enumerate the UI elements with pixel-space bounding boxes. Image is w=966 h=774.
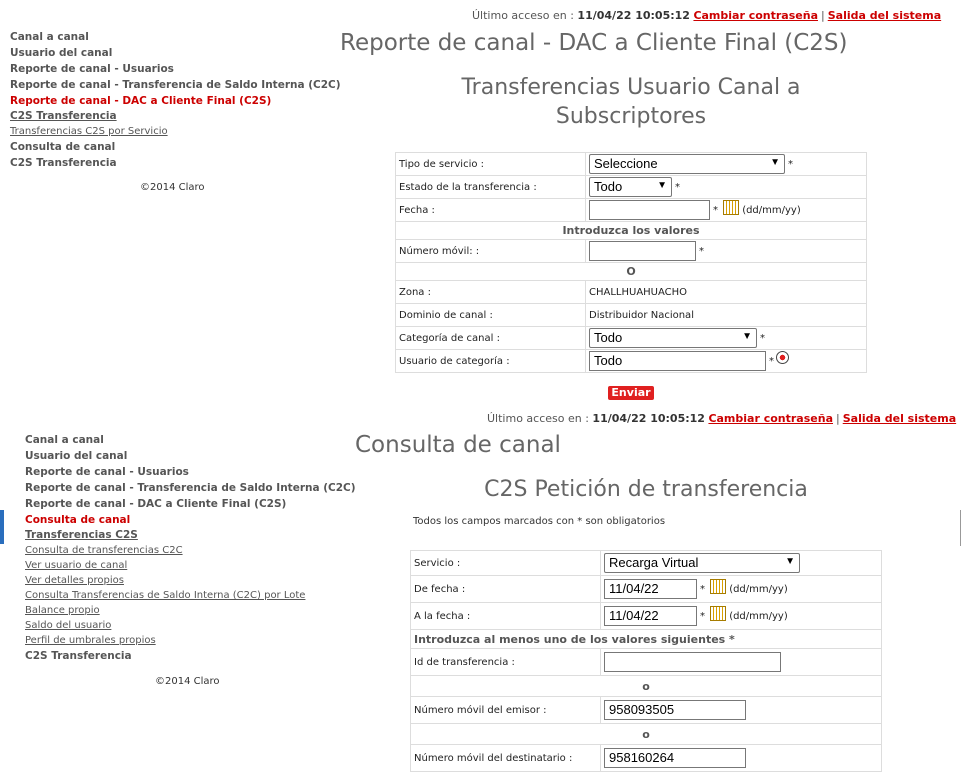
change-password-link[interactable]: Cambiar contraseña — [708, 412, 833, 425]
row-a-fecha — [411, 603, 882, 630]
nav-transferencias-c2s[interactable]: Transferencias C2S — [25, 529, 138, 541]
nav-consulta-transferencias-c2c[interactable]: Consulta de transferencias C2C — [25, 545, 183, 556]
subtitle-line-1: Transferencias Usuario Canal a — [461, 75, 801, 100]
or-separator: o — [411, 676, 882, 697]
last-access-label: Último acceso en : — [472, 9, 574, 22]
id-transferencia-label: Id de transferencia : — [411, 649, 601, 676]
movil-emisor-input[interactable]: 958093505 — [604, 700, 746, 720]
last-access-datetime: 11/04/22 10:05:12 — [592, 412, 705, 425]
row-servicio — [411, 551, 882, 576]
row-movil-emisor — [411, 697, 882, 724]
window-edge-left — [0, 510, 4, 544]
movil-destinatario-label: Número móvil del destinatario : — [411, 745, 601, 772]
required-star: * — [699, 246, 704, 257]
servicio-select[interactable] — [604, 553, 800, 573]
date-format-hint: (dd/mm/yy) — [742, 205, 801, 216]
nav-consulta-lote[interactable]: Consulta Transferencias de Saldo Interna (C2C) por Lote — [25, 590, 306, 601]
a-fecha-label: A la fecha : — [411, 603, 601, 630]
page-subtitle — [396, 73, 866, 131]
row-movil — [396, 240, 867, 263]
nav-transferencias-c2s-servicio[interactable]: Transferencias C2S por Servicio — [10, 126, 168, 137]
subtitle-line-2: Subscriptores — [555, 104, 707, 129]
nav-canal-a-canal[interactable]: Canal a canal — [25, 434, 104, 446]
tipo-servicio-select[interactable] — [589, 154, 785, 174]
zona-label: Zona : — [396, 281, 586, 304]
top-bar — [472, 9, 941, 22]
movil-input[interactable] — [589, 241, 696, 261]
copyright: ©2014 Claro — [140, 182, 205, 193]
nav-perfil-umbrales[interactable]: Perfil de umbrales propios — [25, 635, 156, 646]
nav-usuario-del-canal[interactable]: Usuario del canal — [10, 47, 113, 59]
movil-emisor-label: Número móvil del emisor : — [411, 697, 601, 724]
required-note: Todos los campos marcados con * son obligatorios — [413, 516, 666, 527]
required-star: * — [700, 611, 705, 622]
or-separator: o — [411, 724, 882, 745]
logout-link[interactable]: Salida del sistema — [827, 9, 942, 22]
nav-c2s-transferencia[interactable]: C2S Transferencia — [10, 110, 117, 122]
nav-consulta-de-canal-active[interactable]: Consulta de canal — [25, 514, 131, 526]
calendar-icon[interactable] — [710, 606, 726, 621]
row-usuario-categoria — [396, 350, 867, 373]
page-title-2: Consulta de canal — [355, 432, 561, 458]
nav-usuario-del-canal[interactable]: Usuario del canal — [25, 450, 128, 462]
estado-value: Todo — [594, 179, 623, 194]
usuario-categoria-input[interactable]: Todo — [589, 351, 766, 371]
nav-saldo-del-usuario[interactable]: Saldo del usuario — [25, 620, 112, 631]
chevron-down-icon: ▼ — [657, 180, 667, 191]
usuario-categoria-label: Usuario de categoría : — [396, 350, 586, 373]
or-separator: O — [396, 263, 867, 281]
nav-canal-a-canal[interactable]: Canal a canal — [10, 31, 89, 43]
dominio-value: Distribuidor Nacional — [586, 304, 867, 327]
required-star: * — [788, 159, 793, 170]
required-star: * — [675, 182, 680, 193]
date-format-hint: (dd/mm/yy) — [729, 584, 788, 595]
de-fecha-label: De fecha : — [411, 576, 601, 603]
tipo-servicio-value: Seleccione — [594, 156, 658, 171]
date-format-hint: (dd/mm/yy) — [729, 611, 788, 622]
row-estado — [396, 176, 867, 199]
de-fecha-input[interactable]: 11/04/22 — [604, 579, 697, 599]
nav-reporte-c2s[interactable]: Reporte de canal - DAC a Cliente Final (C2S) — [25, 498, 287, 510]
movil-label: Número móvil: : — [396, 240, 586, 263]
nav-balance-propio[interactable]: Balance propio — [25, 605, 100, 616]
row-de-fecha — [411, 576, 882, 603]
zona-value: CHALLHUAHUACHO — [586, 281, 867, 304]
nav-ver-detalles-propios[interactable]: Ver detalles propios — [25, 575, 124, 586]
nav-reporte-usuarios[interactable]: Reporte de canal - Usuarios — [25, 466, 189, 478]
categoria-value: Todo — [594, 330, 623, 345]
id-transferencia-input[interactable] — [604, 652, 781, 672]
calendar-icon[interactable] — [723, 200, 739, 215]
top-bar-2 — [487, 412, 956, 425]
required-star: * — [760, 333, 765, 344]
a-fecha-input[interactable]: 11/04/22 — [604, 606, 697, 626]
required-star: * — [769, 356, 774, 367]
window-edge-right — [960, 510, 966, 546]
estado-select[interactable] — [589, 177, 672, 197]
row-id-transferencia — [411, 649, 882, 676]
categoria-label: Categoría de canal : — [396, 327, 586, 350]
chevron-down-icon: ▼ — [785, 556, 795, 567]
page-subtitle-2: C2S Petición de transferencia — [484, 477, 808, 502]
categoria-select[interactable] — [589, 328, 757, 348]
copyright-2: ©2014 Claro — [155, 676, 220, 687]
nav-c2s-transferencia-2[interactable]: C2S Transferencia — [10, 157, 117, 169]
section-heading: Introduzca los valores — [396, 222, 867, 240]
calendar-icon[interactable] — [710, 579, 726, 594]
sidebar-nav — [10, 29, 341, 171]
servicio-value: Recarga Virtual — [609, 555, 699, 570]
row-dominio — [396, 304, 867, 327]
chevron-down-icon: ▼ — [742, 331, 752, 342]
required-star: * — [700, 584, 705, 595]
row-categoria — [396, 327, 867, 350]
separator: | — [821, 9, 825, 22]
movil-destinatario-input[interactable]: 958160264 — [604, 748, 746, 768]
nav-c2s-transferencia[interactable]: C2S Transferencia — [25, 650, 132, 662]
dominio-label: Dominio de canal : — [396, 304, 586, 327]
logout-link[interactable]: Salida del sistema — [842, 412, 957, 425]
transfer-query-form — [410, 550, 882, 772]
chevron-down-icon: ▼ — [770, 157, 780, 168]
nav-reporte-c2c[interactable]: Reporte de canal - Transferencia de Saldo Interna (C2C) — [10, 79, 341, 91]
section-heading: Introduzca al menos uno de los valores siguientes * — [411, 630, 882, 649]
required-star: * — [713, 205, 718, 216]
sidebar-nav-2 — [25, 432, 356, 664]
page-title: Reporte de canal - DAC a Cliente Final (C2S) — [340, 30, 848, 56]
row-tipo-servicio — [396, 153, 867, 176]
submit-button[interactable]: Enviar — [608, 386, 654, 400]
fecha-input[interactable] — [589, 200, 710, 220]
servicio-label: Servicio : — [411, 551, 601, 576]
separator: | — [836, 412, 840, 425]
fecha-label: Fecha : — [396, 199, 586, 222]
last-access-datetime: 11/04/22 10:05:12 — [577, 9, 690, 22]
estado-label: Estado de la transferencia : — [396, 176, 586, 199]
nav-ver-usuario-de-canal[interactable]: Ver usuario de canal — [25, 560, 128, 571]
last-access-label: Último acceso en : — [487, 412, 589, 425]
tipo-servicio-label: Tipo de servicio : — [396, 153, 586, 176]
nav-reporte-usuarios[interactable]: Reporte de canal - Usuarios — [10, 63, 174, 75]
report-form — [395, 152, 867, 373]
nav-reporte-c2c[interactable]: Reporte de canal - Transferencia de Saldo Interna (C2C) — [25, 482, 356, 494]
row-movil-destinatario — [411, 745, 882, 772]
change-password-link[interactable]: Cambiar contraseña — [693, 9, 818, 22]
nav-consulta-de-canal[interactable]: Consulta de canal — [10, 141, 116, 153]
search-user-icon[interactable] — [776, 351, 789, 364]
nav-reporte-c2s-active[interactable]: Reporte de canal - DAC a Cliente Final (C2S) — [10, 95, 272, 107]
row-fecha — [396, 199, 867, 222]
row-zona — [396, 281, 867, 304]
